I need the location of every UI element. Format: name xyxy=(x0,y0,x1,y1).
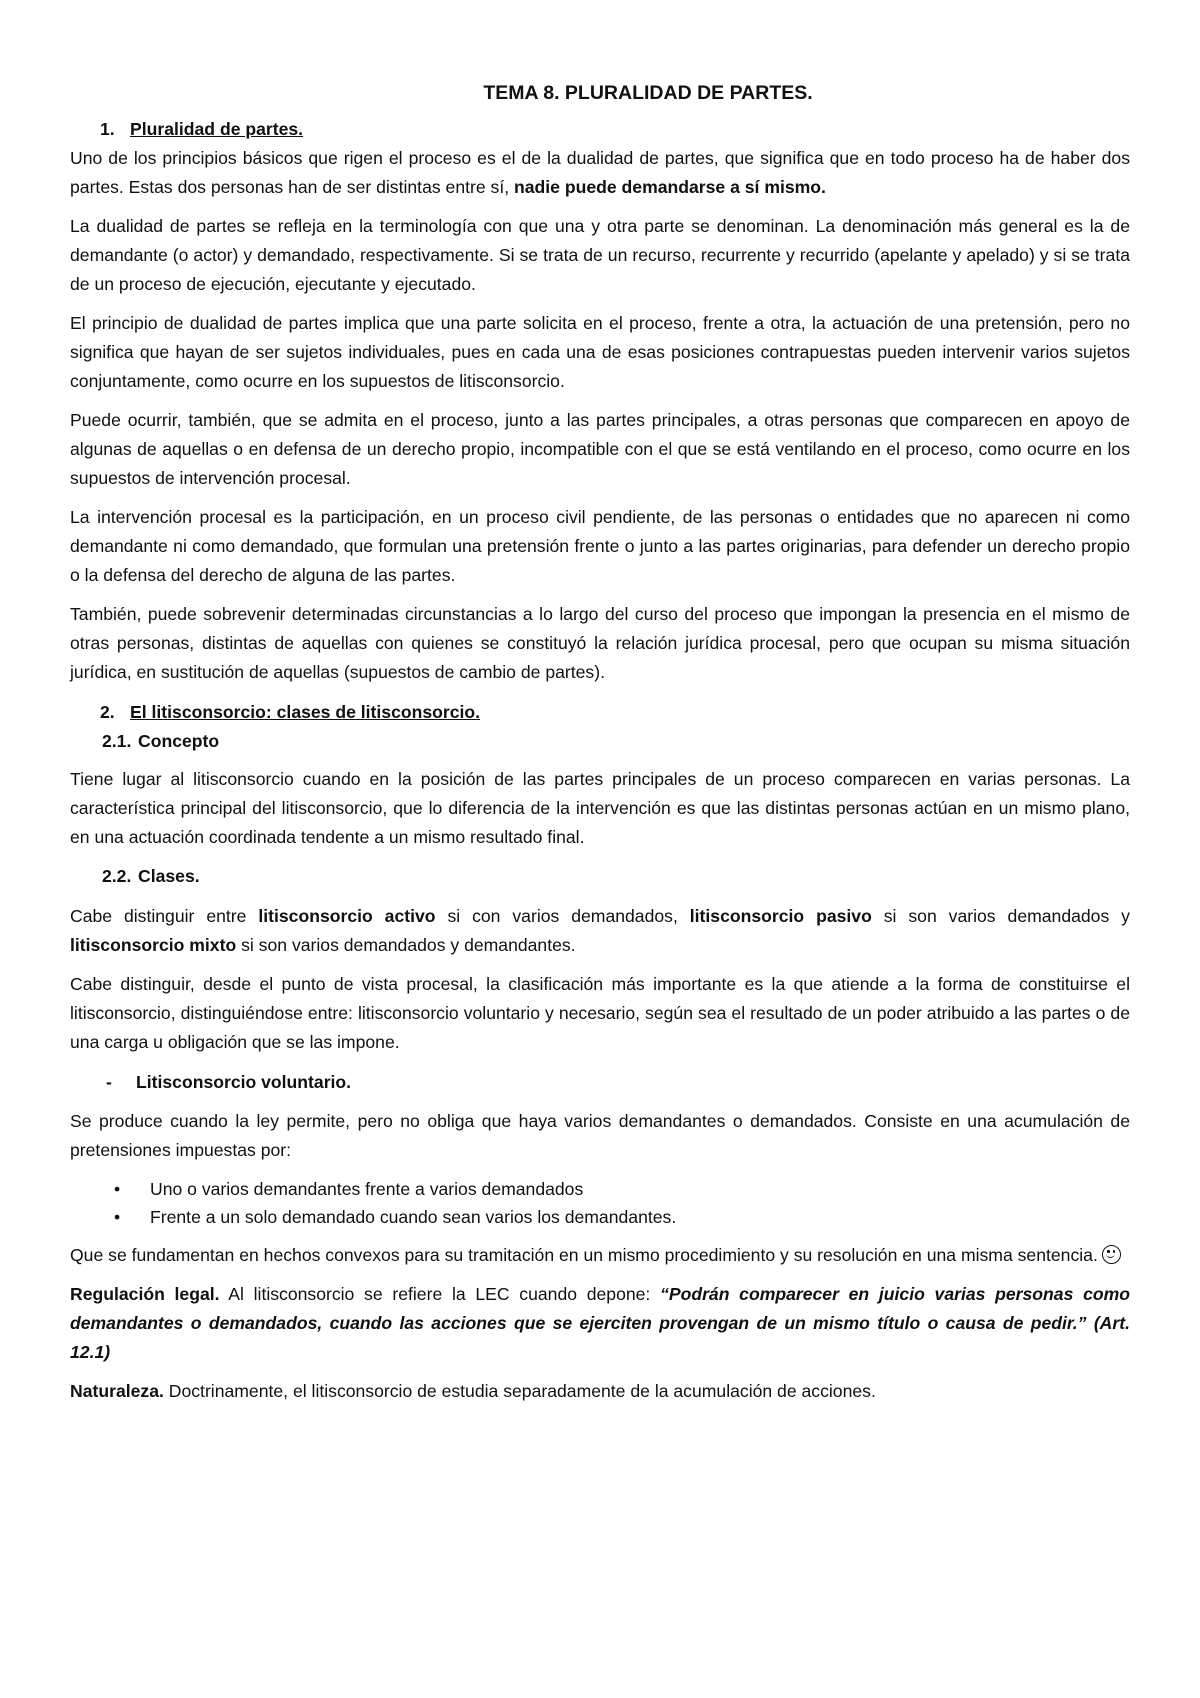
section-title: Pluralidad de partes. xyxy=(130,119,304,139)
section-heading-1 xyxy=(70,114,1130,144)
bullet-text: Uno o varios demandantes frente a varios demandados xyxy=(150,1179,584,1199)
paragraph-concepto: Tiene lugar al litisconsorcio cuando en la posición de las partes principales de un proceso comparecen en varias personas. La característica principal del litisconsorcio, que lo diferencia de la intervención es que las distintas personas actúan en un mismo plano, en una actuación coordinada tendente a un mismo resultado final. xyxy=(70,769,1130,847)
subsection-heading-2-2 xyxy=(70,862,1130,890)
bullet-text: Frente a un solo demandado cuando sean varios los demandantes. xyxy=(150,1207,677,1227)
bold-text: litisconsorcio mixto xyxy=(70,935,237,955)
paragraph-principio: El principio de dualidad de partes implica que una parte solicita en el proceso, frente a otra, la actuación de una pretensión, pero no significa que hayan de ser sujetos individuales, pues en cada una de esas posiciones contrapuestas pueden intervenir varios sujetos conjuntamente, como ocurre en los supuestos de litisconsorcio. xyxy=(70,313,1130,391)
document-title: TEMA 8. PLURALIDAD DE PARTES. xyxy=(483,82,813,104)
subsection-title: Concepto xyxy=(138,731,220,751)
paragraph-regulacion xyxy=(70,1280,1130,1367)
paragraph-intervencion: Puede ocurrir, también, que se admita en el proceso, junto a las partes principales, a otras personas que comparecen en apoyo de algunas de aquellas o en defensa de un derecho propio, incompatible con el que se está ventilando en el proceso, como ocurre en los supuestos de intervención procesal. xyxy=(70,410,1130,488)
paragraph-cambio-partes: También, puede sobrevenir determinadas circunstancias a lo largo del curso del proceso que impongan la presencia en el mismo de otras personas, distintas de aquellas con quienes se constituyó la relación jurídica procesal, pero que ocupan su misma situación jurídica, en sustitución de aquellas (supuestos de cambio de partes). xyxy=(70,604,1130,682)
bold-text: Regulación legal. xyxy=(70,1284,220,1304)
dash-list-item xyxy=(70,1067,1130,1097)
section-number: 1. xyxy=(100,119,115,139)
section-heading-2 xyxy=(70,697,1130,727)
dash-item-text: Litisconsorcio voluntario. xyxy=(136,1072,352,1092)
paragraph-intervencion-procesal: La intervención procesal es la participación, en un proceso civil pendiente, de las personas o entidades que no aparecen ni como demandante ni como demandado, que formulan una pretensión frente o junto a las partes originarias, para defender un derecho propio o la defensa del derecho de alguna de las partes. xyxy=(70,507,1130,585)
paragraph-clasificacion: Cabe distinguir, desde el punto de vista procesal, la clasificación más importante es la que atiende a la forma de constituirse el litisconsorcio, distinguiéndose entre: litisconsorcio voluntario y necesario, según sea el resultado de un poder atribuido a las partes o de una carga u obligación que se las impone. xyxy=(70,974,1130,1052)
paragraph-terminologia: La dualidad de partes se refleja en la terminología con que una y otra parte se denominan. La denominación más general es la de demandante (o actor) y demandado, respectivamente. Si se trata de un recurso, recurrente y recurrido (apelante y apelado) y si se trata de un proceso de ejecución, ejecutante y ejecutado. xyxy=(70,216,1130,294)
bold-text: litisconsorcio pasivo xyxy=(689,906,872,926)
bullet-list-item xyxy=(70,1175,1130,1203)
subsection-number: 2.2. xyxy=(102,866,132,886)
bold-text: litisconsorcio activo xyxy=(258,906,436,926)
text-run: Que se fundamentan en hechos convexos para su tramitación en un mismo procedimiento y su resolución en una misma sentencia. xyxy=(70,1245,1098,1265)
text-run: Uno de los principios básicos que rigen el proceso es el de la dualidad de partes, que significa que en todo proceso ha de haber dos partes. Estas dos personas han de ser distintas entre sí, xyxy=(70,148,1130,197)
bold-italic-quote: “Podrán comparecer en juicio varias personas como demandantes o demandados, cuando las acciones que se ejerciten provengan de un mismo título o causa de pedir.” (Art. 12.1) xyxy=(70,1284,1130,1362)
subsection-title: Clases. xyxy=(138,866,200,886)
text-run: . xyxy=(821,177,826,197)
section-number: 2. xyxy=(100,702,115,722)
text-run: si son varios demandados y xyxy=(871,906,1130,926)
paragraph-clases xyxy=(70,902,1130,960)
subsection-number: 2.1. xyxy=(102,731,132,751)
paragraph-naturaleza xyxy=(70,1377,1130,1406)
bullet-list xyxy=(70,1175,1130,1231)
bold-text: Naturaleza. xyxy=(70,1381,164,1401)
dash-marker: - xyxy=(106,1072,112,1092)
bullet-icon: • xyxy=(114,1179,121,1199)
document-page xyxy=(70,78,1130,1416)
bullet-list-item xyxy=(70,1203,1130,1231)
smiley-face-icon xyxy=(1102,1245,1121,1264)
bold-text: nadie puede demandarse a sí mismo xyxy=(514,177,822,197)
text-run: si son varios demandados y demandantes. xyxy=(236,935,576,955)
text-run: Doctrinamente, el litisconsorcio de estudia separadamente de la acumulación de acciones. xyxy=(163,1381,876,1401)
paragraph-fundamento xyxy=(70,1241,1130,1270)
subsection-heading-2-1 xyxy=(70,727,1130,755)
section-title: El litisconsorcio: clases de litisconsorcio. xyxy=(130,702,481,722)
text-run: si con varios demandados, xyxy=(435,906,690,926)
text-run: Al litisconsorcio se refiere la LEC cuando depone: xyxy=(219,1284,661,1304)
paragraph-voluntario: Se produce cuando la ley permite, pero no obliga que haya varios demandantes o demandados. Consiste en una acumulación de pretensiones impuestas por: xyxy=(70,1111,1130,1160)
text-run: Cabe distinguir entre xyxy=(70,906,259,926)
bullet-icon: • xyxy=(114,1207,121,1227)
paragraph-dualidad xyxy=(70,144,1130,202)
